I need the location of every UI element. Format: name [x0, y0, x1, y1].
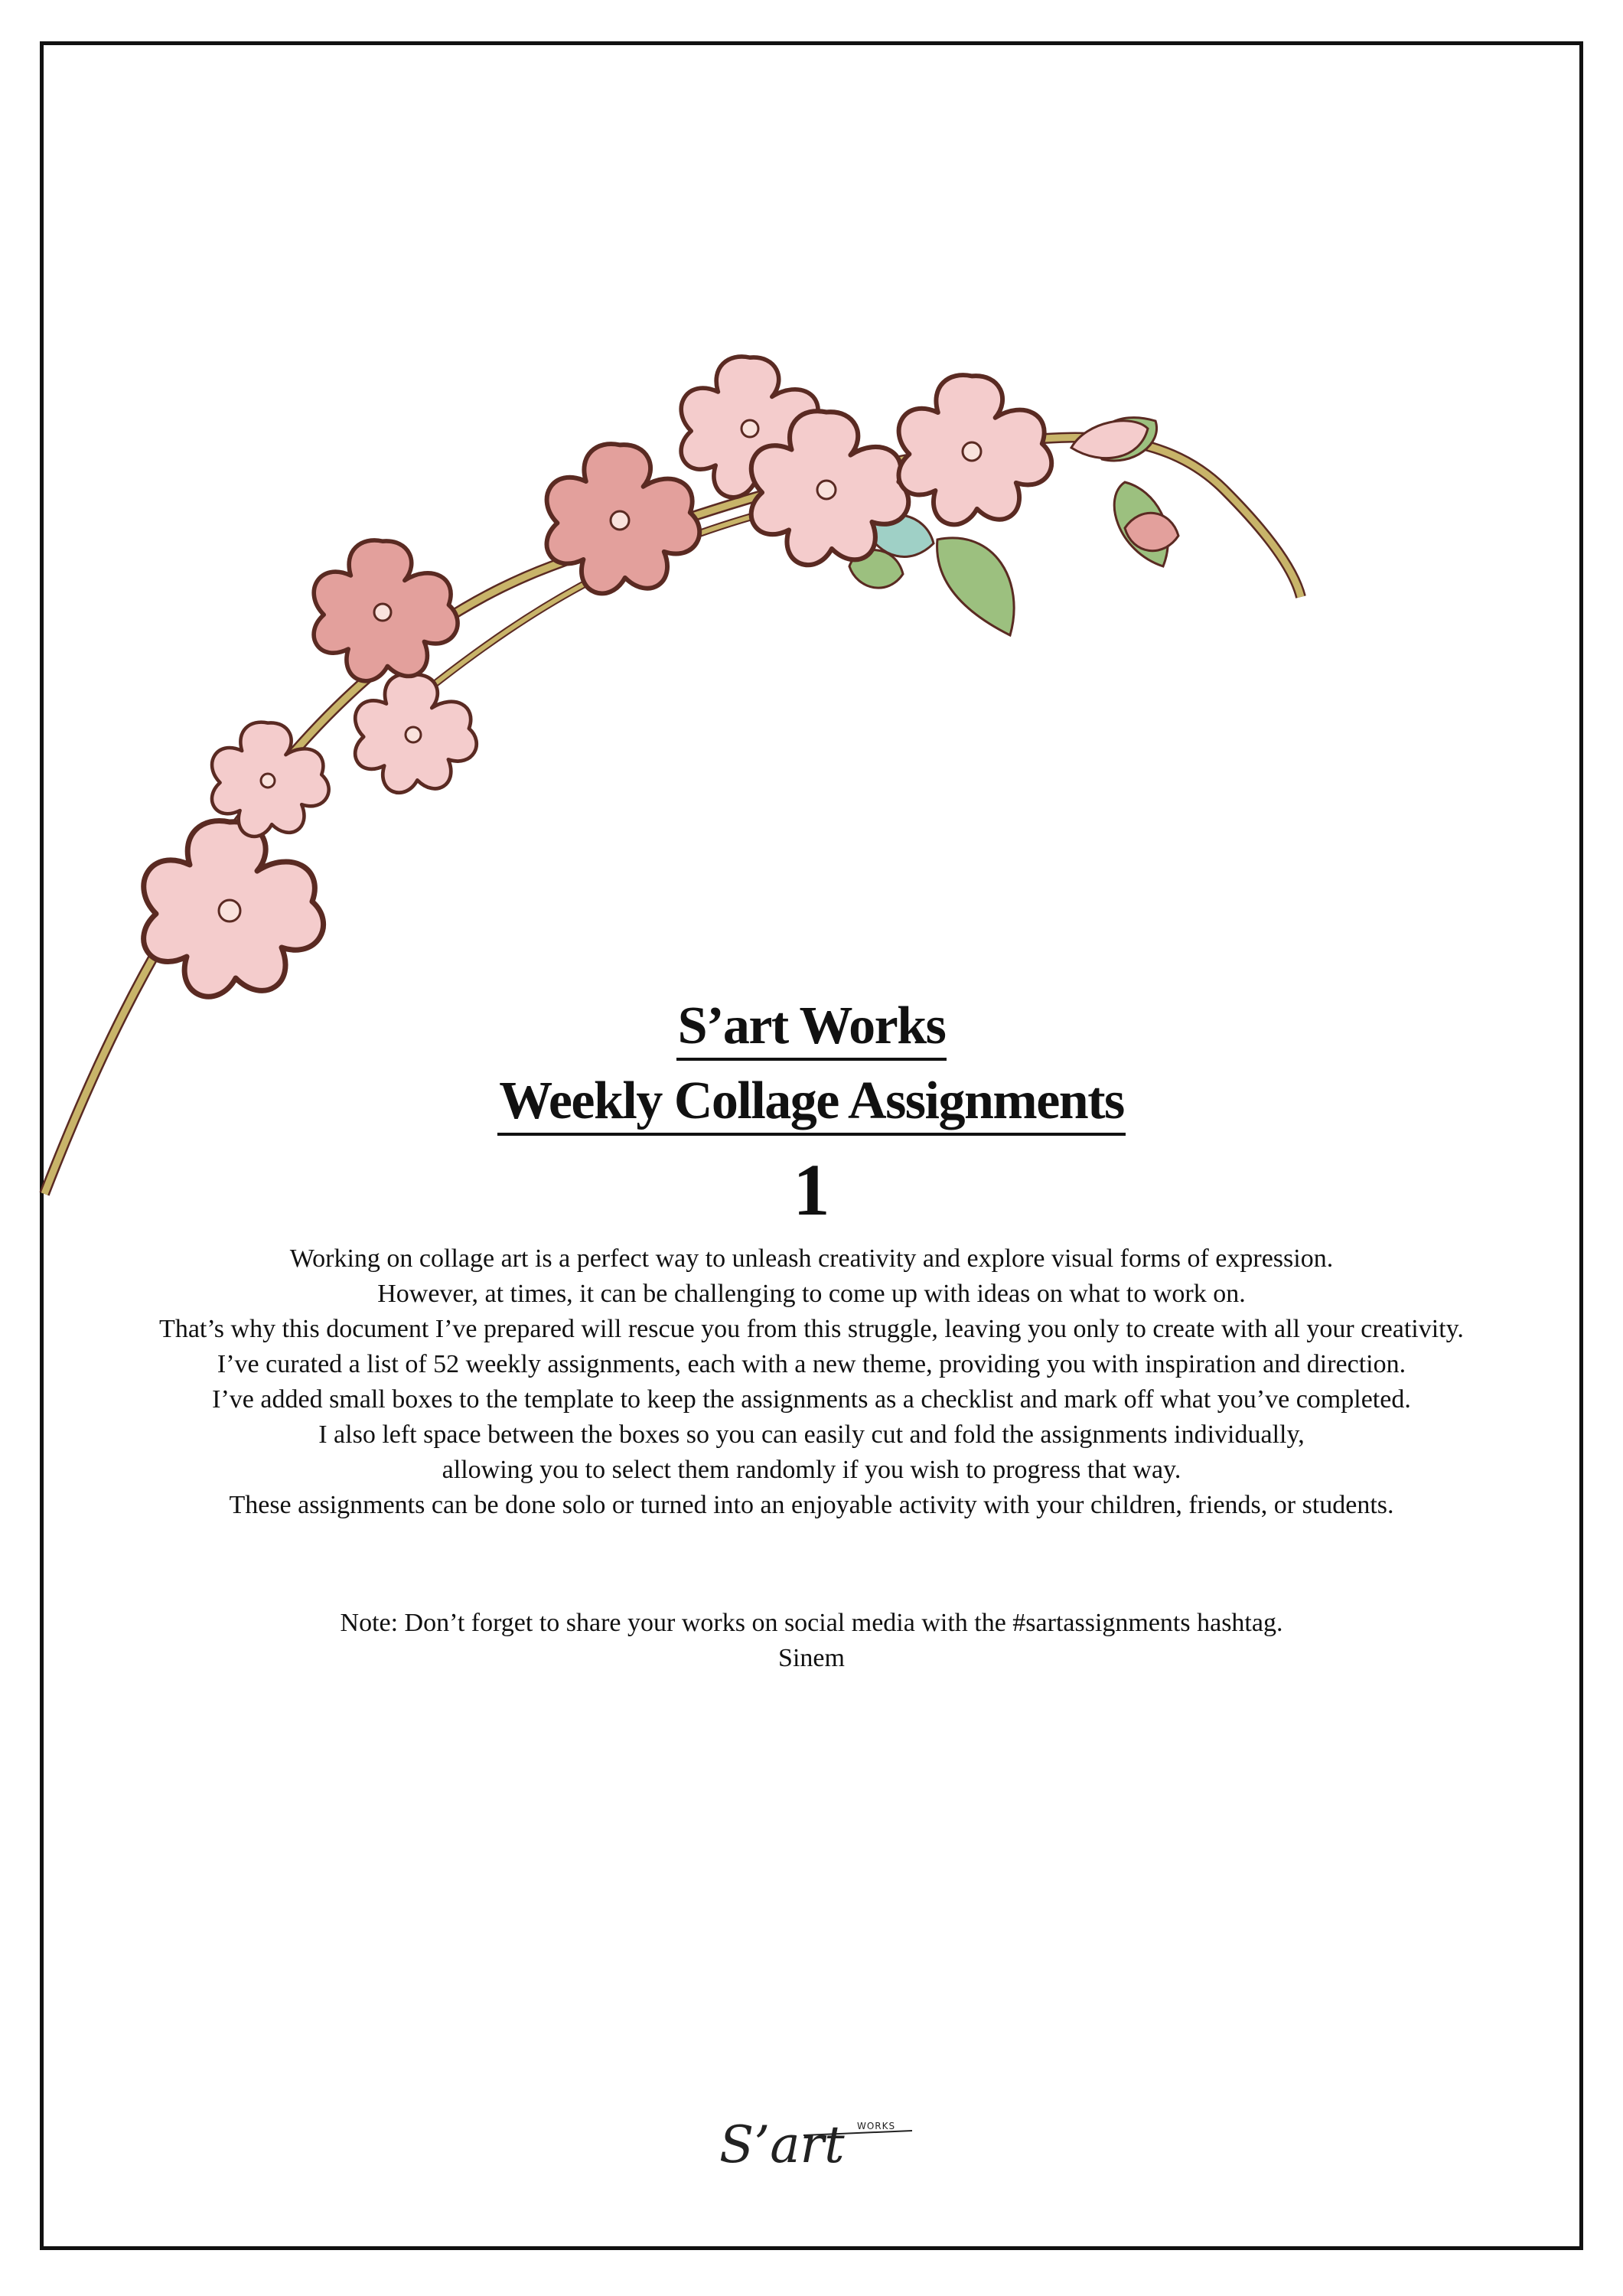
note-block [0, 1606, 1623, 1676]
document-title-block [0, 995, 1623, 1136]
intro-line: I also left space between the boxes so you can easily cut and fold the assignments individually, [318, 1420, 1305, 1449]
volume-number: 1 [793, 1149, 830, 1231]
logo-script-text: S’art [719, 2115, 845, 2174]
intro-line: That’s why this document I’ve prepared will rescue you from this struggle, leaving you only to create with all your creativity. [159, 1315, 1464, 1343]
intro-paragraph [0, 1241, 1623, 1523]
signature: Sinem [778, 1644, 845, 1672]
intro-line: Working on collage art is a perfect way to unleash creativity and explore visual forms of expression. [289, 1244, 1334, 1273]
intro-line: I’ve curated a list of 52 weekly assignments, each with a new theme, providing you with inspiration and direction. [217, 1350, 1406, 1378]
brand-title: S’art Works [676, 995, 947, 1061]
intro-line: However, at times, it can be challenging to come up with ideas on what to work on. [377, 1280, 1246, 1308]
note-text: Note: Don’t forget to share your works on social media with the #sartassignments hashtag. [340, 1609, 1283, 1637]
document-subtitle: Weekly Collage Assignments [497, 1070, 1126, 1136]
logo-small-text: WORKS [857, 2121, 896, 2131]
intro-line: allowing you to select them randomly if you wish to progress that way. [442, 1456, 1181, 1484]
intro-line: I’ve added small boxes to the template to keep the assignments as a checklist and mark off what you’ve completed. [212, 1385, 1411, 1414]
intro-line: These assignments can be done solo or turned into an enjoyable activity with your children, friends, or students. [229, 1491, 1394, 1519]
sart-works-logo [712, 2097, 918, 2189]
